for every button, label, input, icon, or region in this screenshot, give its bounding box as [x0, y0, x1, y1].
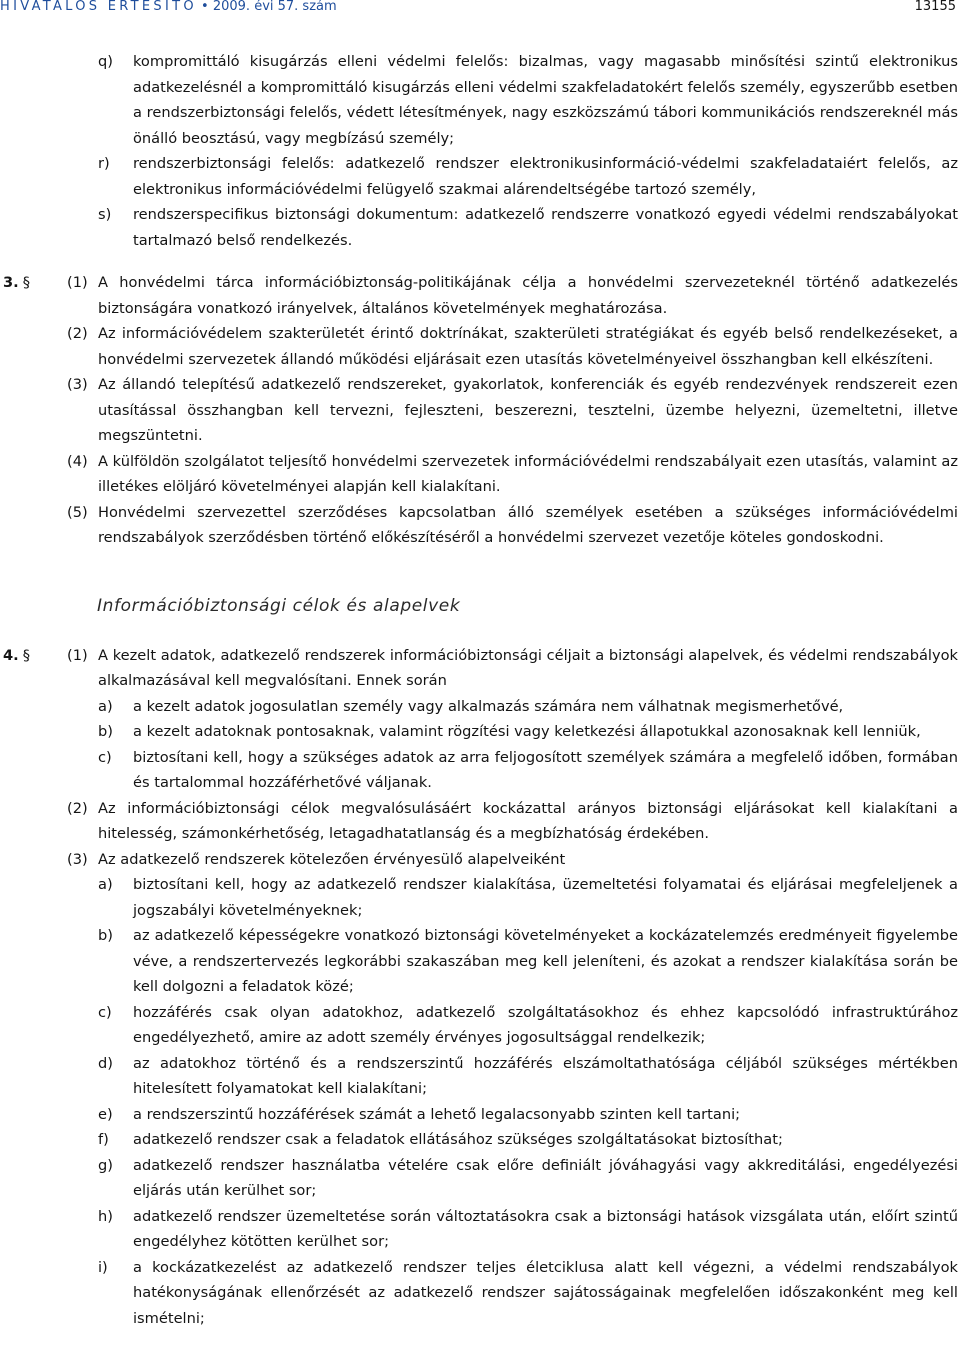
document-body — [0, 49, 960, 1331]
section-number — [3, 270, 30, 296]
item-label: c) — [98, 1003, 112, 1021]
item-label: a) — [98, 876, 113, 893]
section-number — [3, 643, 30, 669]
item-text: a kezelt adatok jogosulatlan személy vagy alkalmazás számára nem válhatnak megismerhetővé, — [133, 697, 844, 715]
item-label: f) — [98, 1131, 109, 1148]
paragraph-label: (2) — [67, 799, 88, 817]
section-3-paragraph-5 — [0, 500, 960, 551]
item-text: rendszerbiztonsági felelős: adatkezelő rendszer elektronikusinformáció-védelmi szakfeladataiért felelős, az elektronikus információvédelmi felügyelő szakmai alárendeltségébe tartozó személy, — [133, 155, 958, 198]
paragraph-text: A kezelt adatok, adatkezelő rendszerek információbiztonsági céljait a biztonsági alapelvek, és védelmi rendszabályok alkalmazásával kell megvalósítani. Ennek során — [98, 646, 958, 689]
list-item — [0, 745, 960, 796]
paragraph-label: (1) — [67, 274, 88, 291]
item-label: h) — [98, 1207, 113, 1225]
section-3-paragraph-2 — [0, 321, 960, 372]
item-label: g) — [98, 1156, 113, 1174]
list-item — [0, 1255, 960, 1332]
item-label: s) — [98, 206, 112, 223]
paragraph-text: A külföldön szolgálatot teljesítő honvédelmi szervezetek információvédelmi rendszabályait ezen utasítás, valamint az illetékes elöljáró követelményei alapján kell kialakítani. — [98, 452, 958, 495]
section-3-paragraph-3 — [0, 372, 960, 449]
list-item — [0, 923, 960, 1000]
issue-info: 2009. évi 57. szám — [212, 0, 337, 14]
section-sign: § — [22, 274, 30, 291]
item-text: kompromittáló kisugárzás elleni védelmi felelős: bizalmas, vagy magasabb minősítési szintű elektronikus adatkezelésnél a kompromittáló kisugárzás elleni védelmi szakfeladatokért felelős személy, egyszerűbb esetben a rendszerbiztonsági felelős, védett létesítmények, nagy eszközszámú tábori kommunikációs rendszereknél más önálló beosztású, vagy megbízású személy; — [133, 53, 958, 147]
item-label: a) — [98, 697, 113, 715]
section-3-paragraph-4 — [0, 449, 960, 500]
item-label: i) — [98, 1258, 108, 1276]
list-item — [0, 694, 960, 720]
item-text: biztosítani kell, hogy a szükséges adatok az arra feljogosított személyek számára a megfelelő időben, formában és tartalommal hozzáférhetővé váljanak. — [133, 748, 958, 791]
item-label: d) — [98, 1054, 113, 1072]
item-text: biztosítani kell, hogy az adatkezelő rendszer kialakítása, üzemeltetési folyamatai és eljárásai megfeleljenek a jogszabályi követelményeknek; — [133, 876, 958, 919]
paragraph-label: (5) — [67, 503, 88, 521]
item-label: r) — [98, 155, 110, 172]
section-4-paragraph-3 — [0, 847, 960, 873]
item-text: adatkezelő rendszer használatba vételére csak előre definiált jóváhagyási vagy akkreditálási, engedélyezési eljárás után kerülhet sor; — [133, 1156, 958, 1199]
item-text: rendszerspecifikus biztonsági dokumentum: adatkezelő rendszerre vonatkozó egyedi védelmi rendszabályokat tartalmazó belső rendelkezés. — [133, 206, 958, 249]
item-text: a kezelt adatoknak pontosaknak, valamint rögzítési vagy keletkezési állapotukkal azonosaknak kell lenniük, — [133, 723, 921, 740]
item-label: b) — [98, 927, 113, 944]
journal-title-line — [0, 0, 337, 14]
section-4-paragraph-1 — [0, 643, 960, 694]
list-item — [0, 719, 960, 745]
section-4-paragraph-2 — [0, 796, 960, 847]
item-text: a kockázatkezelést az adatkezelő rendszer teljes életciklusa alatt kell végezni, a védelmi rendszabályok hatékonyságának ellenőrzését az adatkezelő rendszer sajátosságainak megfelelően időszakonként meg kell ismételni; — [133, 1258, 958, 1327]
item-text: az adatkezelő képességekre vonatkozó biztonsági követelményeket a kockázatelemzés eredményeit figyelembe véve, a rendszertervezés legkorábbi szakaszában meg kell jeleníteni, és azokat a rendszer kialakítása során be kell dolgozni a feladatok közé; — [133, 927, 958, 995]
list-item — [0, 1127, 960, 1153]
journal-title: HIVATALOS ÉRTESÍTŐ — [0, 0, 197, 14]
item-text: az adatokhoz történő és a rendszerszintű hozzáférés elszámoltathatósága céljából szükséges mértékben hitelesített folyamatokat kell kialakítani; — [133, 1054, 958, 1097]
paragraph-text: Az állandó telepítésű adatkezelő rendszereket, gyakorlatok, konferenciák és egyéb rendezvények rendszereit ezen utasítással összhangban kell tervezni, fejleszteni, beszerezni, tesztelni, üzembe helyezni, üzemeltetni, illetve megszüntetni. — [98, 376, 958, 444]
item-text: adatkezelő rendszer csak a feladatok ellátásához szükséges szolgáltatásokat biztosíthat; — [133, 1131, 783, 1148]
running-header — [0, 0, 960, 16]
list-item — [0, 872, 960, 923]
paragraph-text: Az információbiztonsági célok megvalósulásáért kockázattal arányos biztonsági eljárásokat kell kialakítani a hitelesség, számonkérhetőség, letagadhatatlanság és a megbízhatóság érdekében. — [98, 799, 958, 842]
section-sign: § — [22, 646, 30, 664]
definition-item — [0, 49, 960, 151]
page-number: 13155 — [914, 0, 956, 14]
header-bullet: • — [201, 0, 209, 14]
item-text: a rendszerszintű hozzáférések számát a lehető legalacsonyabb szinten kell tartani; — [133, 1105, 741, 1123]
list-item — [0, 1000, 960, 1051]
paragraph-text: Az információvédelem szakterületét érintő doktrínákat, szakterületi stratégiákat és egyéb belső rendelkezéseket, a honvédelmi szervezetek állandó működési eljárásait ezen utasítás követelményeivel összhangban kell elkészíteni. — [98, 325, 958, 368]
paragraph-label: (4) — [67, 452, 88, 470]
paragraph-text: Az adatkezelő rendszerek kötelezően érvényesülő alapelveiként — [98, 850, 566, 868]
section-number-value: 4. — [3, 646, 19, 664]
item-text: hozzáférés csak olyan adatokhoz, adatkezelő szolgáltatásokhoz és ehhez kapcsolódó infrastruktúrához engedélyezhető, amire az adott személy érvényes jogosultsággal rendelkezik; — [133, 1003, 958, 1046]
definition-item — [0, 202, 960, 253]
section-number-value: 3. — [3, 274, 19, 291]
paragraph-label: (1) — [67, 646, 88, 664]
paragraph-label: (2) — [67, 325, 88, 342]
section-heading: Információbiztonsági célok és alapelvek — [97, 595, 461, 616]
definition-item — [0, 151, 960, 202]
section-3-paragraph-1 — [0, 270, 960, 321]
item-label: b) — [98, 723, 113, 740]
list-item — [0, 1204, 960, 1255]
paragraph-label: (3) — [67, 376, 88, 393]
item-label: q) — [98, 53, 113, 70]
paragraph-text: A honvédelmi tárca információbiztonság-politikájának célja a honvédelmi szervezeteknél történő adatkezelés biztonságára vonatkozó irányelvek, általános követelmények meghatározása. — [98, 274, 958, 317]
item-label: c) — [98, 748, 112, 766]
list-item — [0, 1153, 960, 1204]
paragraph-text: Honvédelmi szervezettel szerződéses kapcsolatban álló személyek esetében a szükséges információvédelmi rendszabályok szerződésben történő előkészítéséről a honvédelmi szervezet vezetője köteles gondoskodni. — [98, 503, 958, 546]
item-label: e) — [98, 1105, 113, 1123]
item-text: adatkezelő rendszer üzemeltetése során változtatásokra csak a biztonsági hatások vizsgálata után, előírt szintű engedélyhez kötötten kerülhet sor; — [133, 1207, 958, 1250]
list-item — [0, 1102, 960, 1128]
paragraph-label: (3) — [67, 850, 88, 868]
list-item — [0, 1051, 960, 1102]
